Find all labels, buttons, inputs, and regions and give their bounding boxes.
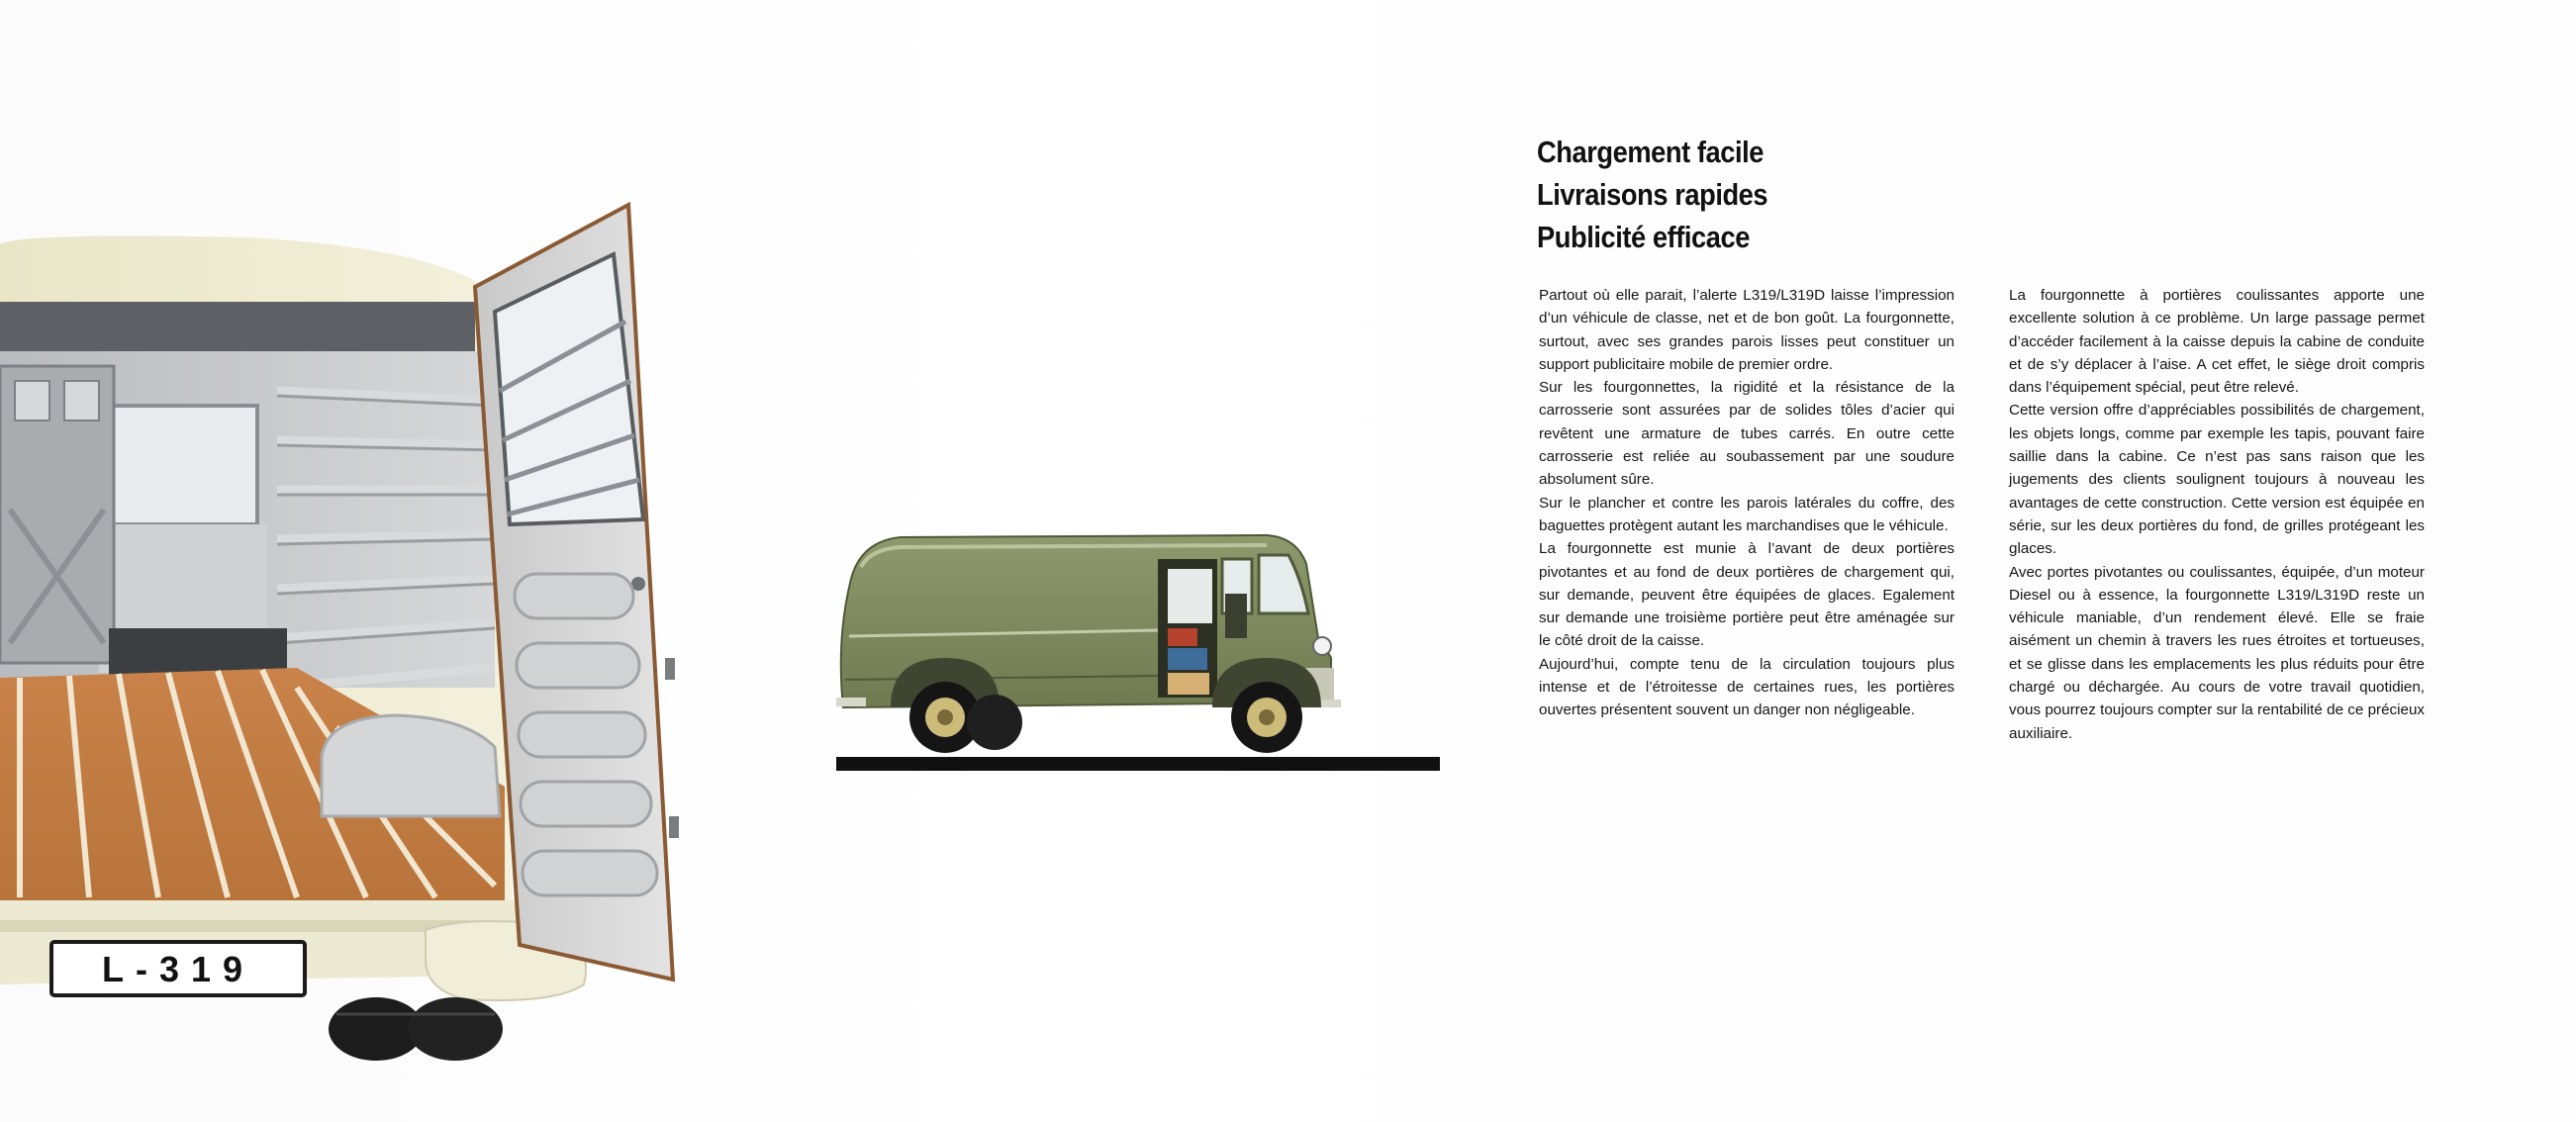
headline-line-3: Publicité efficace bbox=[1537, 220, 1750, 254]
paragraph: La fourgonnette à portières coulissantes apporte une excellente solution à ce problème. Un large passage permet d’accéder facilement à la caisse depuis la cabine de conduite et de s’y déplacer à l’aise. A cet effet, le siège droit compris dans l’équipement spécial, peut être relevé. bbox=[2009, 287, 2425, 397]
van-rear-open-door-illustration bbox=[0, 193, 693, 1064]
paragraph: Partout où elle parait, l’alerte L319/L319D laisse l’impression d’un véhicule de classe, net et de bon goût. La fourgonnette, surtout, avec ses grandes parois lisses peut constituer un support publicitaire mobile de premier ordre. bbox=[1539, 287, 1955, 373]
headline-line-1: Chargement facile bbox=[1537, 135, 1765, 169]
body-column-left bbox=[1539, 284, 1955, 722]
paragraph: La fourgonnette est munie à l’avant de deux portières pivotantes et au fond de deux portières de chargement qui, sur demande, peuvent être équipées de glaces. Egalement sur demande une troisième portière peut être aménagée sur le côté droit de la caisse. bbox=[1539, 540, 1955, 650]
body-column-right bbox=[2009, 284, 2425, 745]
paragraph: Sur le plancher et contre les parois latérales du coffre, des baguettes protègent autant les marchandises que le véhicule. bbox=[1539, 494, 1955, 534]
license-plate-text: L-319 bbox=[101, 949, 255, 989]
paragraph: Cette version offre d’appréciables possibilités de chargement, les objets longs, comme par exemple les tapis, pouvant faire saillie dans la cabine. Ce n’est pas sans raison que les jugements des clients soulignent toujours à nouveau les avantages de cette construction. Cette version est équipée en série, sur les deux portières du fond, de grilles protégeant les glaces. bbox=[2009, 402, 2425, 558]
headline-line-2: Livraisons rapides bbox=[1537, 177, 1768, 212]
van-side-view-illustration bbox=[831, 519, 1445, 777]
paragraph: Sur les fourgonnettes, la rigidité et la résistance de la carrosserie sont assurées par de solides tôles d’acier qui revêtent une armature de tubes carrés. En outre cette carrosserie est reliée au soubassement par une soudure absolument sûre. bbox=[1539, 379, 1955, 489]
paragraph: Avec portes pivotantes ou coulissantes, équipée, d’un moteur Diesel ou à essence, la fourgonnette L319/L319D reste un véhicule maniable, d’un rendement élevé. Elle se fraie aisément un chemin à travers les rues étroites et tortueuses, et se glisse dans les emplacements les plus réduits pour être chargé ou déchargée. Au cours de votre travail quotidien, vous pourrez toujours compter sur la rentabilité de ce précieux auxiliaire. bbox=[2009, 563, 2425, 742]
headline bbox=[1537, 131, 1767, 258]
paragraph: Aujourd’hui, compte tenu de la circulation toujours plus intense et de l’étroitesse de certaines rues, les portières ouvertes présentent souvent un danger non négligeable. bbox=[1539, 655, 1955, 719]
